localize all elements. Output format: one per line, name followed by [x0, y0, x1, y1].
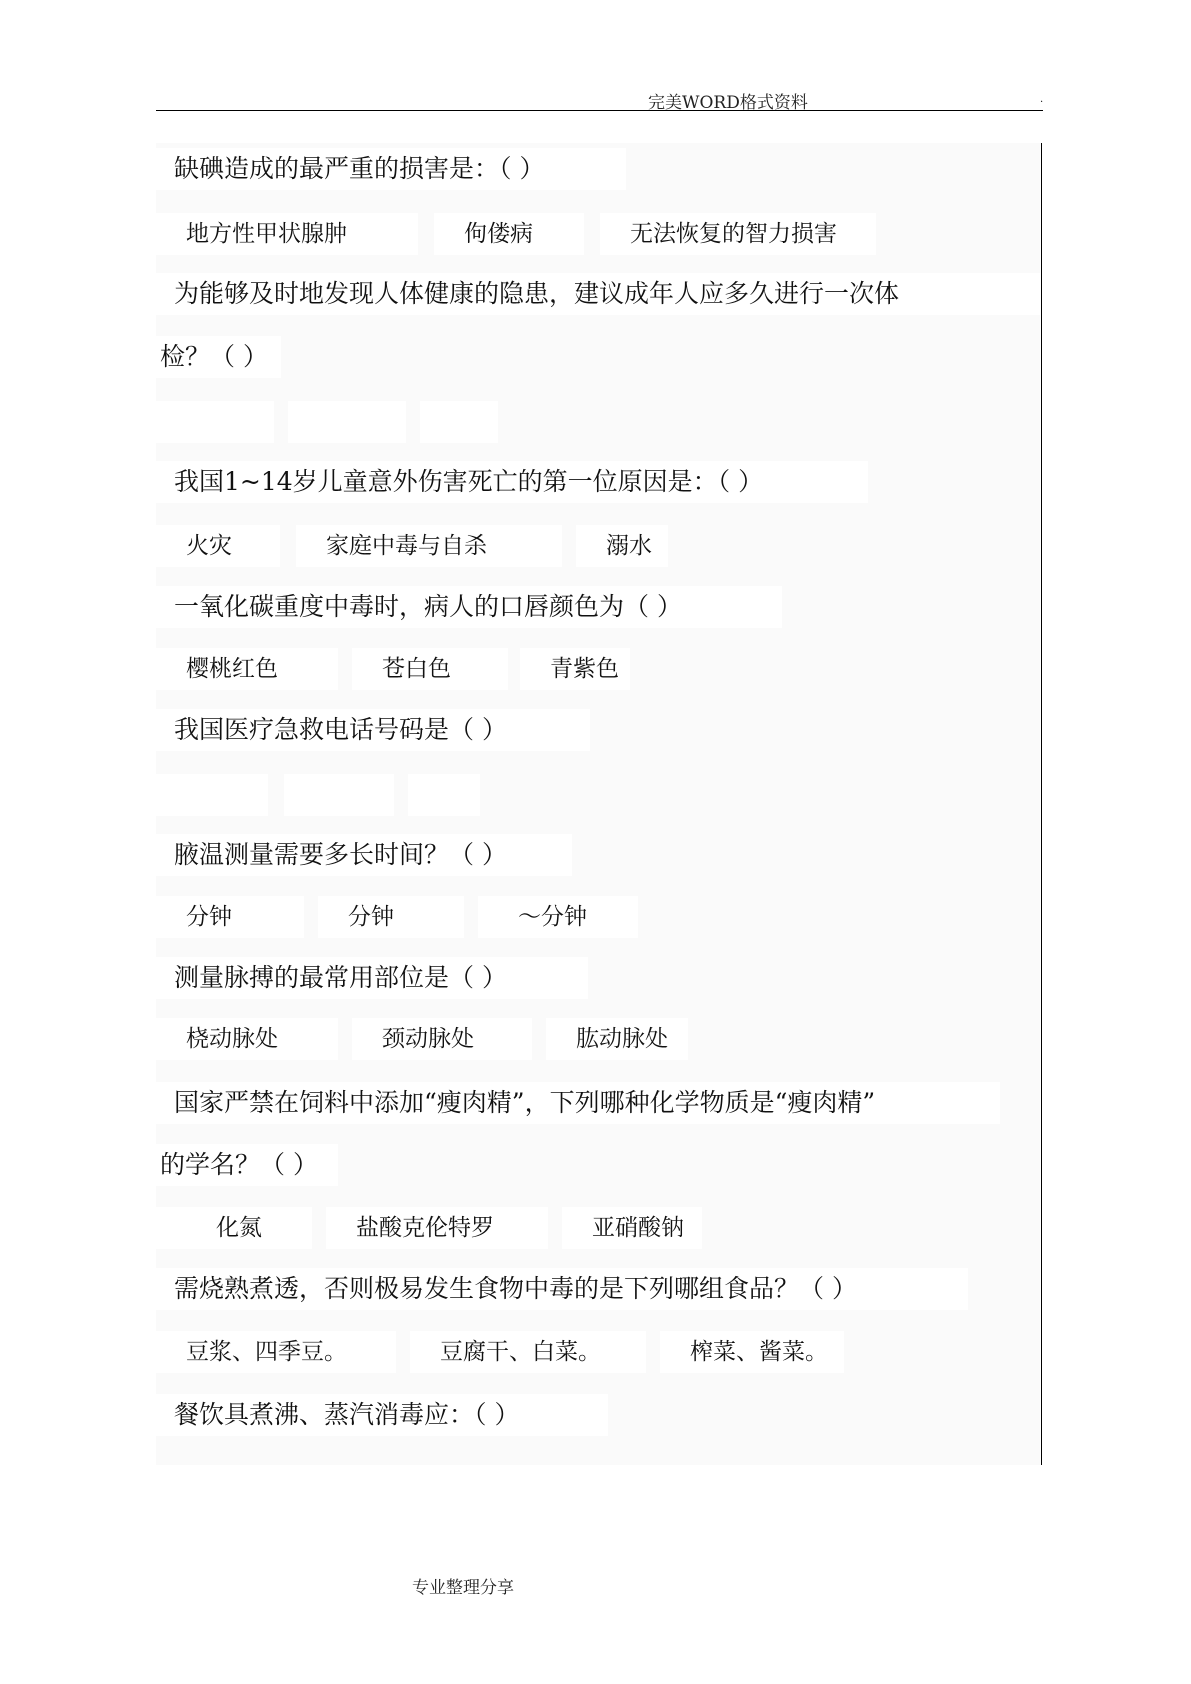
- page-footer: 专业整理分享: [412, 1578, 514, 1598]
- q1-option-b: 佝偻病: [434, 213, 584, 255]
- q2-option-b: [288, 401, 406, 443]
- question-1: 缺碘造成的最严重的损害是：（ ）: [156, 148, 626, 190]
- q1-option-a: 地方性甲状腺肿: [156, 213, 418, 255]
- question-2: 为能够及时地发现人体健康的隐患，建议成年人应多久进行一次体: [156, 273, 1040, 315]
- q9-option-a: 豆浆、四季豆。: [156, 1331, 396, 1373]
- q2-option-a: [156, 401, 274, 443]
- q5-option-a: [156, 774, 268, 816]
- header-mark: .: [1040, 94, 1044, 105]
- question-10: 餐饮具煮沸、蒸汽消毒应：（ ）: [156, 1394, 608, 1436]
- q8-option-b: 盐酸克伦特罗: [326, 1207, 548, 1249]
- side-rule: [1041, 143, 1042, 1465]
- q3-option-b: 家庭中毒与自杀: [296, 525, 562, 567]
- q9-option-c: 榨菜、酱菜。: [660, 1331, 844, 1373]
- q9-option-b: 豆腐干、白菜。: [410, 1331, 646, 1373]
- question-5: 我国医疗急救电话号码是（ ）: [156, 709, 590, 751]
- question-7: 测量脉搏的最常用部位是（ ）: [156, 957, 588, 999]
- q5-option-c: [408, 774, 480, 816]
- question-2-continued: 检？（ ）: [156, 336, 281, 378]
- q8-option-c: 亚硝酸钠: [562, 1207, 702, 1249]
- q1-option-c: 无法恢复的智力损害: [600, 213, 876, 255]
- q5-option-b: [284, 774, 394, 816]
- q7-option-c: 肱动脉处: [546, 1018, 688, 1060]
- q7-option-b: 颈动脉处: [352, 1018, 532, 1060]
- header-rule: [156, 110, 1043, 111]
- question-3: 我国1~14岁儿童意外伤害死亡的第一位原因是：（ ）: [156, 461, 868, 503]
- q8-option-a: 化氮: [156, 1207, 312, 1249]
- question-4: 一氧化碳重度中毒时，病人的口唇颜色为（ ）: [156, 586, 782, 628]
- question-9: 需烧熟煮透，否则极易发生食物中毒的是下列哪组食品？（ ）: [156, 1268, 968, 1310]
- q4-option-b: 苍白色: [352, 648, 508, 690]
- q3-option-a: 火灾: [156, 525, 280, 567]
- question-8-continued: 的学名？（ ）: [156, 1144, 338, 1186]
- q6-option-c: ～分钟: [478, 896, 638, 938]
- q4-option-a: 樱桃红色: [156, 648, 338, 690]
- page-header-title: 完美WORD格式资料: [648, 93, 808, 113]
- q4-option-c: 青紫色: [520, 648, 630, 690]
- q7-option-a: 桡动脉处: [156, 1018, 338, 1060]
- q2-option-c: [420, 401, 498, 443]
- q6-option-a: 分钟: [156, 896, 304, 938]
- q3-option-c: 溺水: [576, 525, 668, 567]
- question-8: 国家严禁在饲料中添加“瘦肉精”，下列哪种化学物质是“瘦肉精”: [156, 1082, 1000, 1124]
- question-6: 腋温测量需要多长时间？（ ）: [156, 834, 572, 876]
- q6-option-b: 分钟: [318, 896, 464, 938]
